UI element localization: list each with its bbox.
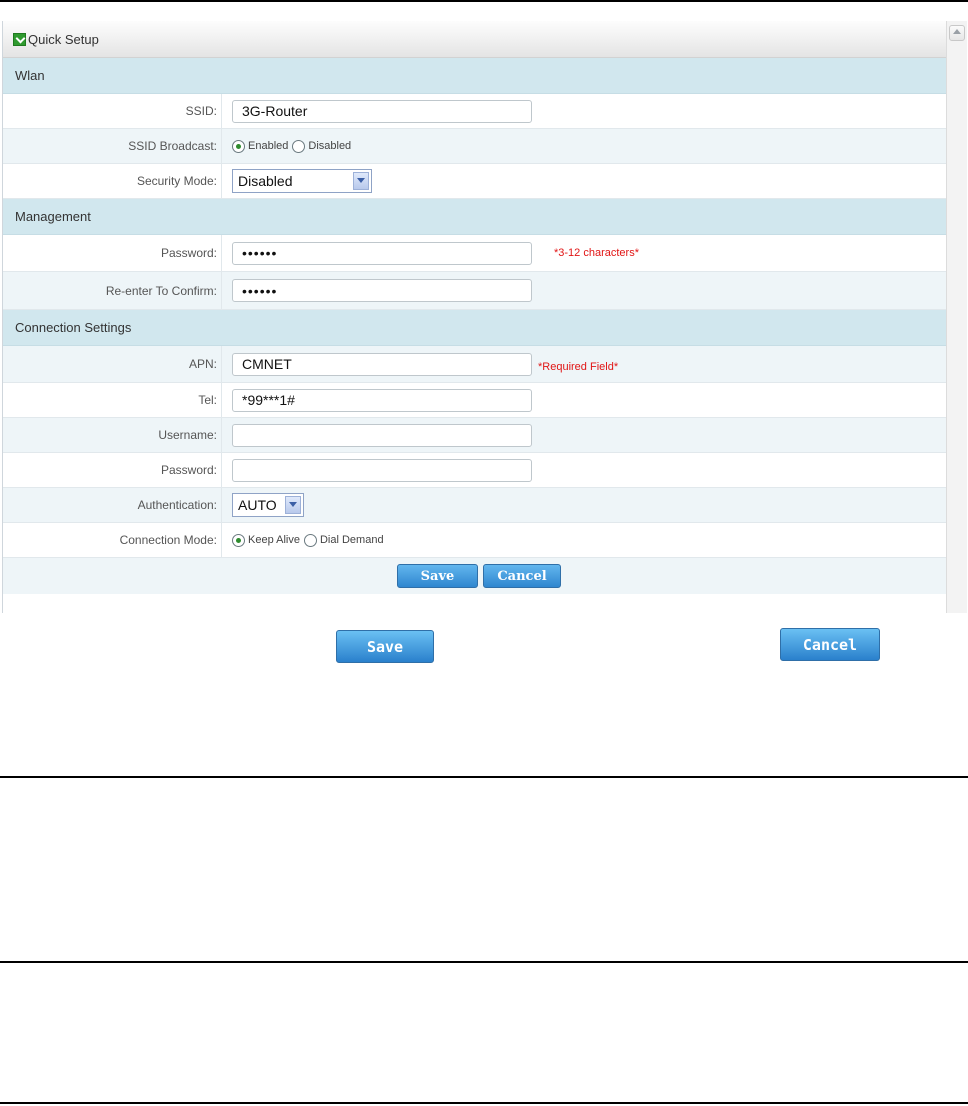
cell-divider xyxy=(221,94,222,128)
apn-hint: *Required Field* xyxy=(538,361,619,373)
connection-password-label: Password: xyxy=(160,463,217,477)
row-ssid-broadcast xyxy=(3,129,947,164)
cell-divider xyxy=(221,129,222,163)
cell-divider xyxy=(221,235,222,271)
row-confirm-password xyxy=(3,272,947,310)
cell-divider xyxy=(221,164,222,198)
authentication-select[interactable] xyxy=(232,493,304,517)
password-label: Password: xyxy=(160,246,217,260)
ssid-broadcast-label: SSID Broadcast: xyxy=(128,139,217,153)
row-ssid xyxy=(3,94,947,129)
row-authentication xyxy=(3,488,947,523)
cell-divider xyxy=(221,272,222,309)
broadcast-disabled-radio[interactable] xyxy=(292,140,351,153)
quick-setup-panel xyxy=(2,21,947,613)
password-input[interactable]: •••••• xyxy=(232,242,532,265)
checkbox-icon xyxy=(13,33,26,46)
save-button[interactable]: Save xyxy=(397,564,478,588)
apn-label: APN: xyxy=(188,357,217,371)
cell-divider xyxy=(221,383,222,417)
row-apn xyxy=(3,346,947,383)
vertical-scrollbar[interactable] xyxy=(946,21,967,613)
section-connection-settings: Connection Settings xyxy=(3,310,947,346)
username-input[interactable] xyxy=(232,424,532,447)
standalone-save-button[interactable]: Save xyxy=(336,630,434,663)
authentication-label: Authentication: xyxy=(137,498,217,512)
form-actions xyxy=(3,558,947,594)
divider-rule-3 xyxy=(0,1102,968,1104)
cell-divider xyxy=(221,346,222,382)
broadcast-enabled-radio[interactable] xyxy=(232,140,288,153)
divider-rule-2 xyxy=(0,961,968,963)
standalone-cancel-button[interactable]: Cancel xyxy=(780,628,880,661)
cancel-button[interactable]: Cancel xyxy=(483,564,561,588)
radio-selected-icon xyxy=(232,140,245,153)
cell-divider xyxy=(221,453,222,487)
authentication-value: AUTO xyxy=(238,497,277,513)
tel-input[interactable]: *99***1# xyxy=(232,389,532,412)
radio-empty-icon xyxy=(304,534,317,547)
username-label: Username: xyxy=(158,428,217,442)
password-hint: *3-12 characters* xyxy=(554,247,639,259)
security-mode-label: Security Mode: xyxy=(136,174,217,188)
chevron-down-icon[interactable] xyxy=(285,496,301,514)
divider-rule-1 xyxy=(0,776,968,778)
dial-demand-label: Dial Demand xyxy=(319,534,384,546)
panel-titlebar xyxy=(3,21,947,58)
top-rule xyxy=(0,0,968,2)
tel-label: Tel: xyxy=(198,393,217,407)
row-security-mode xyxy=(3,164,947,199)
connection-mode-label: Connection Mode: xyxy=(119,533,217,547)
security-mode-select[interactable] xyxy=(232,169,372,193)
keep-alive-label: Keep Alive xyxy=(248,534,300,546)
radio-selected-icon xyxy=(232,534,245,547)
confirm-password-input[interactable]: •••••• xyxy=(232,279,532,302)
section-wlan: Wlan xyxy=(3,58,947,94)
broadcast-disabled-label: Disabled xyxy=(308,140,352,152)
ssid-label: SSID: xyxy=(185,104,217,118)
cell-divider xyxy=(221,523,222,557)
row-connection-password xyxy=(3,453,947,488)
keep-alive-radio[interactable] xyxy=(232,534,300,547)
broadcast-enabled-label: Enabled xyxy=(248,140,289,152)
apn-input[interactable]: CMNET xyxy=(232,353,532,376)
radio-empty-icon xyxy=(292,140,305,153)
row-tel xyxy=(3,383,947,418)
connection-password-input[interactable] xyxy=(232,459,532,482)
cell-divider xyxy=(221,418,222,452)
row-password xyxy=(3,235,947,272)
section-management: Management xyxy=(3,199,947,235)
chevron-down-icon[interactable] xyxy=(353,172,369,190)
dial-demand-radio[interactable] xyxy=(304,534,384,547)
scroll-up-arrow-icon[interactable] xyxy=(949,25,965,41)
ssid-input[interactable]: 3G-Router xyxy=(232,100,532,123)
confirm-password-label: Re-enter To Confirm: xyxy=(105,283,217,298)
row-username xyxy=(3,418,947,453)
panel-title: Quick Setup xyxy=(28,31,99,47)
row-connection-mode xyxy=(3,523,947,558)
security-mode-value: Disabled xyxy=(238,173,293,189)
cell-divider xyxy=(221,488,222,522)
